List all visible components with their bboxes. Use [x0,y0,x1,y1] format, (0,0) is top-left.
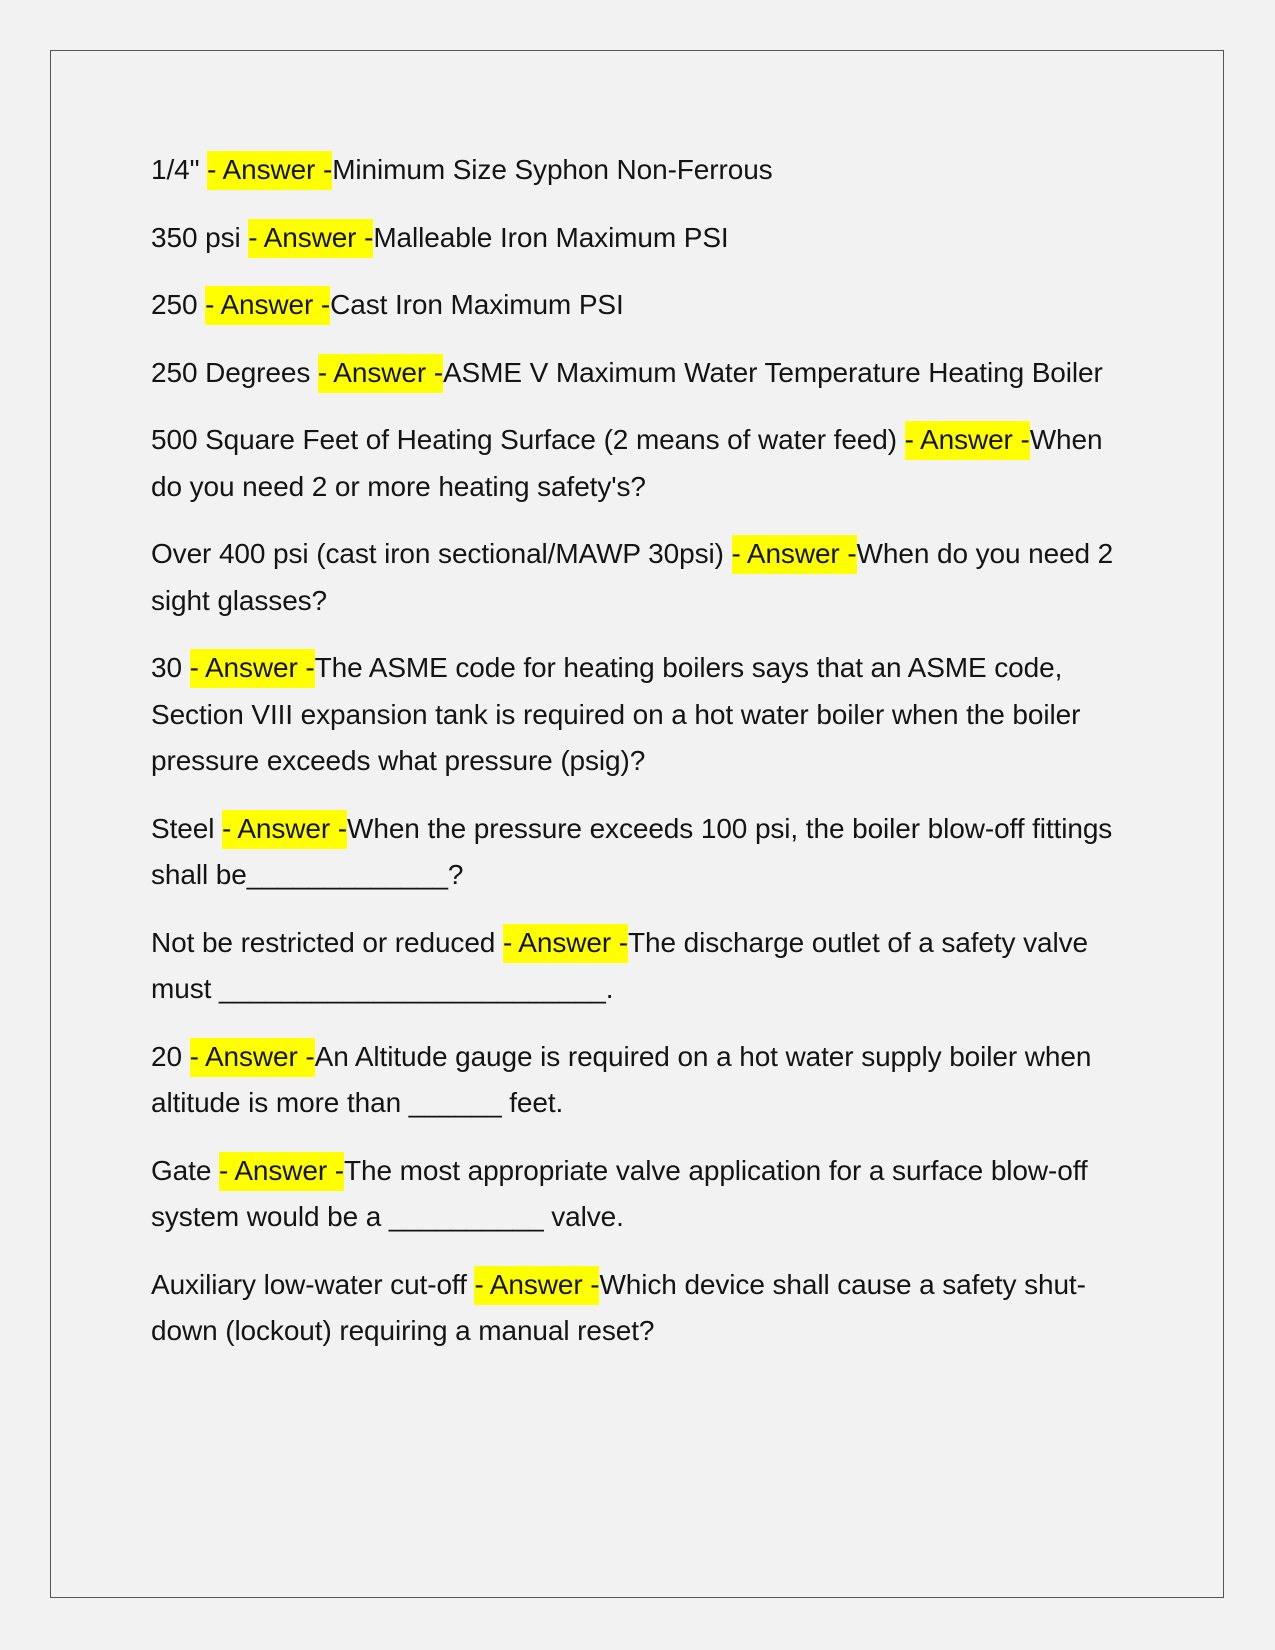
question-text: ASME V Maximum Water Temperature Heating Boiler [442,356,1103,388]
answer-text: 20 [151,1040,190,1072]
answer-separator: - Answer - [905,421,1030,460]
qa-item [151,147,1141,194]
question-text: The most appropriate valve application for a surface blow-off system would be a __________ valve. [151,1154,1088,1232]
answer-text: 350 psi [151,221,249,253]
question-text: Which device shall cause a safety shut-down (lockout) requiring a manual reset? [151,1268,1086,1346]
answer-separator: - Answer - [474,1266,599,1305]
answer-text: 1/4" [151,154,208,185]
answer-text: 30 [151,652,190,683]
answer-separator: - Answer - [190,649,315,688]
qa-item [151,350,1141,397]
qa-item [151,1262,1141,1355]
qa-item [151,215,1141,262]
qa-item [151,1148,1141,1241]
question-text: When do you need 2 or more heating safety's? [151,424,1103,502]
answer-text: Over 400 psi (cast iron sectional/MAWP 30psi) [151,538,732,569]
question-text: When do you need 2 sight glasses? [151,538,1114,616]
question-text: The discharge outlet of a safety valve must _________________________. [151,926,1089,1004]
answer-text: 250 [151,289,206,320]
question-text: Cast Iron Maximum PSI [330,289,624,320]
answer-text: 250 Degrees [151,356,318,388]
qa-item [151,282,1141,329]
answer-text: Gate [151,1154,219,1186]
qa-item [151,531,1141,624]
answer-separator: - Answer - [503,924,628,963]
answer-separator: - Answer - [205,286,330,325]
qa-item [151,645,1141,785]
answer-text: Auxiliary low-water cut-off [151,1268,475,1300]
qa-item [151,920,1141,1013]
answer-separator: - Answer - [190,1038,315,1077]
question-text: An Altitude gauge is required on a hot water supply boiler when altitude is more than ______ feet. [151,1040,1092,1118]
answer-text: Steel [151,812,222,844]
answer-separator: - Answer - [207,151,332,190]
question-text: The ASME code for heating boilers says that an ASME code, Section VIII expansion tank is required on a hot water boiler when the boiler pressure exceeds what pressure (psig)? [151,652,1081,776]
question-text: When the pressure exceeds 100 psi, the boiler blow-off fittings shall be_____________? [151,812,1113,890]
answer-separator: - Answer - [732,535,857,574]
qa-item [151,417,1141,510]
answer-separator: - Answer - [318,354,443,393]
answer-separator: - Answer - [222,810,347,849]
qa-item [151,806,1141,899]
answer-text: 500 Square Feet of Heating Surface (2 means of water feed) [151,424,905,455]
qa-item [151,1034,1141,1127]
question-text: Minimum Size Syphon Non-Ferrous [332,154,773,185]
question-text: Malleable Iron Maximum PSI [373,221,729,253]
answer-separator: - Answer - [248,219,373,258]
qa-list [151,147,1141,1376]
answer-text: Not be restricted or reduced [151,926,503,958]
answer-separator: - Answer - [219,1152,344,1191]
